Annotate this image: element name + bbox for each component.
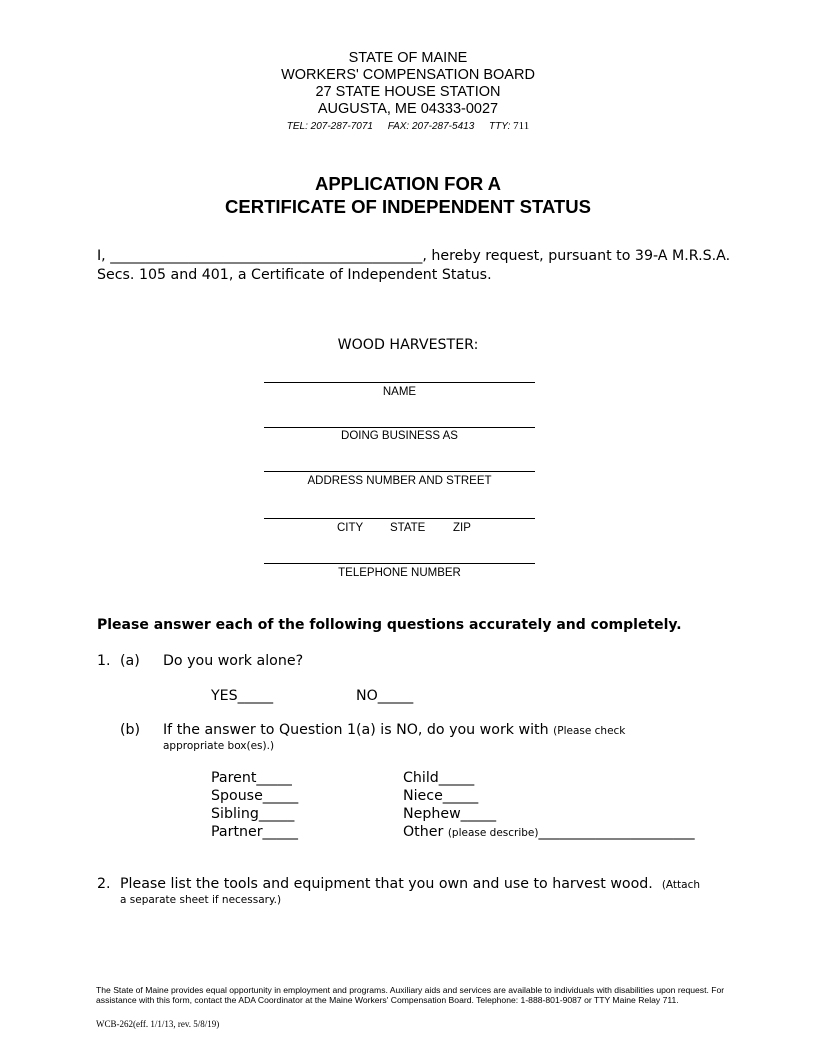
address-label: ADDRESS NUMBER AND STREET <box>307 475 492 487</box>
request-suffix: , hereby request, pursuant to 39-A M.R.S.A. Secs. 105 and 401, a Certificate of Independent Status. <box>97 248 731 283</box>
other-label: Other <box>403 824 444 840</box>
q1b-note-continued: appropriate box(es).) <box>163 740 275 752</box>
q2-number: 2. <box>97 876 111 892</box>
telephone: TEL: 207-287-7071 <box>286 121 373 132</box>
name-label: NAME <box>382 386 417 398</box>
telephone-field[interactable] <box>264 563 535 564</box>
agency-address-line1: 27 STATE HOUSE STATION <box>315 84 501 100</box>
other-description-blank[interactable]: ______________________ <box>538 824 695 840</box>
zip-label: ZIP <box>453 522 471 534</box>
agency-board: WORKERS' COMPENSATION BOARD <box>281 67 535 83</box>
dba-field[interactable] <box>264 427 535 428</box>
fax: FAX: 207-287-5413 <box>387 121 475 132</box>
q2-note: (Attach <box>661 879 701 891</box>
applicant-name-blank[interactable]: ____________________________________________ <box>110 248 423 264</box>
q1b-text <box>163 722 625 738</box>
equal-opportunity-notice: The State of Maine provides equal opportunity in employment and programs. Auxiliary aids and services are available to individuals with disabilities upon request. For assistance with this form, contact the ADA Coordinator at the Maine Workers' Compensation Board. Telephone: 1-888-801-9087 or TTY Maine Relay 711. <box>96 985 725 1005</box>
state-label: STATE <box>390 522 426 534</box>
option-sibling[interactable]: Sibling_____ <box>211 806 295 822</box>
option-nephew[interactable]: Nephew_____ <box>403 806 497 822</box>
form-code: WCB-262(eff. 1/1/13, rev. 5/8/19) <box>96 1019 220 1029</box>
option-niece[interactable]: Niece_____ <box>403 788 479 804</box>
q1a-label: (a) <box>120 653 140 669</box>
city-state-zip-field[interactable] <box>264 518 535 519</box>
other-note: (please describe) <box>447 827 539 839</box>
q1a-no-option[interactable]: NO_____ <box>356 688 414 704</box>
q1b-note: (Please check <box>553 725 626 737</box>
q2-text <box>120 876 700 892</box>
q2-question: Please list the tools and equipment that you own and use to harvest wood. <box>120 876 653 892</box>
form-title-line1: APPLICATION FOR A <box>314 173 502 194</box>
tty-label: TTY: <box>489 121 511 132</box>
form-title-line2: CERTIFICATE OF INDEPENDENT STATUS <box>225 196 591 217</box>
q1-number: 1. <box>97 653 111 669</box>
dba-label: DOING BUSINESS AS <box>341 430 458 442</box>
q1a-text: Do you work alone? <box>163 653 304 669</box>
q1a-yes-option[interactable]: YES_____ <box>211 688 274 704</box>
agency-address-line2: AUGUSTA, ME 04333-0027 <box>317 101 499 117</box>
telephone-label: TELEPHONE NUMBER <box>338 567 461 579</box>
city-label: CITY <box>337 522 364 534</box>
tty <box>489 121 529 132</box>
instructions: Please answer each of the following questions accurately and completely. <box>97 617 682 633</box>
agency-state: STATE OF MAINE <box>348 50 468 66</box>
request-prefix: I, <box>97 248 111 264</box>
option-child[interactable]: Child_____ <box>403 770 475 786</box>
option-parent[interactable]: Parent_____ <box>211 770 292 786</box>
q2-note-continued: a separate sheet if necessary.) <box>120 894 282 906</box>
request-statement <box>97 247 737 285</box>
tty-number: 711 <box>513 120 530 132</box>
q1b-question: If the answer to Question 1(a) is NO, do you work with <box>163 722 549 738</box>
name-field[interactable] <box>264 382 535 383</box>
wood-harvester-heading: WOOD HARVESTER: <box>337 337 479 353</box>
option-other[interactable] <box>403 824 695 840</box>
option-spouse[interactable]: Spouse_____ <box>211 788 299 804</box>
address-field[interactable] <box>264 471 535 472</box>
contact-line <box>0 120 816 132</box>
q1b-label: (b) <box>120 722 141 738</box>
option-partner[interactable]: Partner_____ <box>211 824 299 840</box>
